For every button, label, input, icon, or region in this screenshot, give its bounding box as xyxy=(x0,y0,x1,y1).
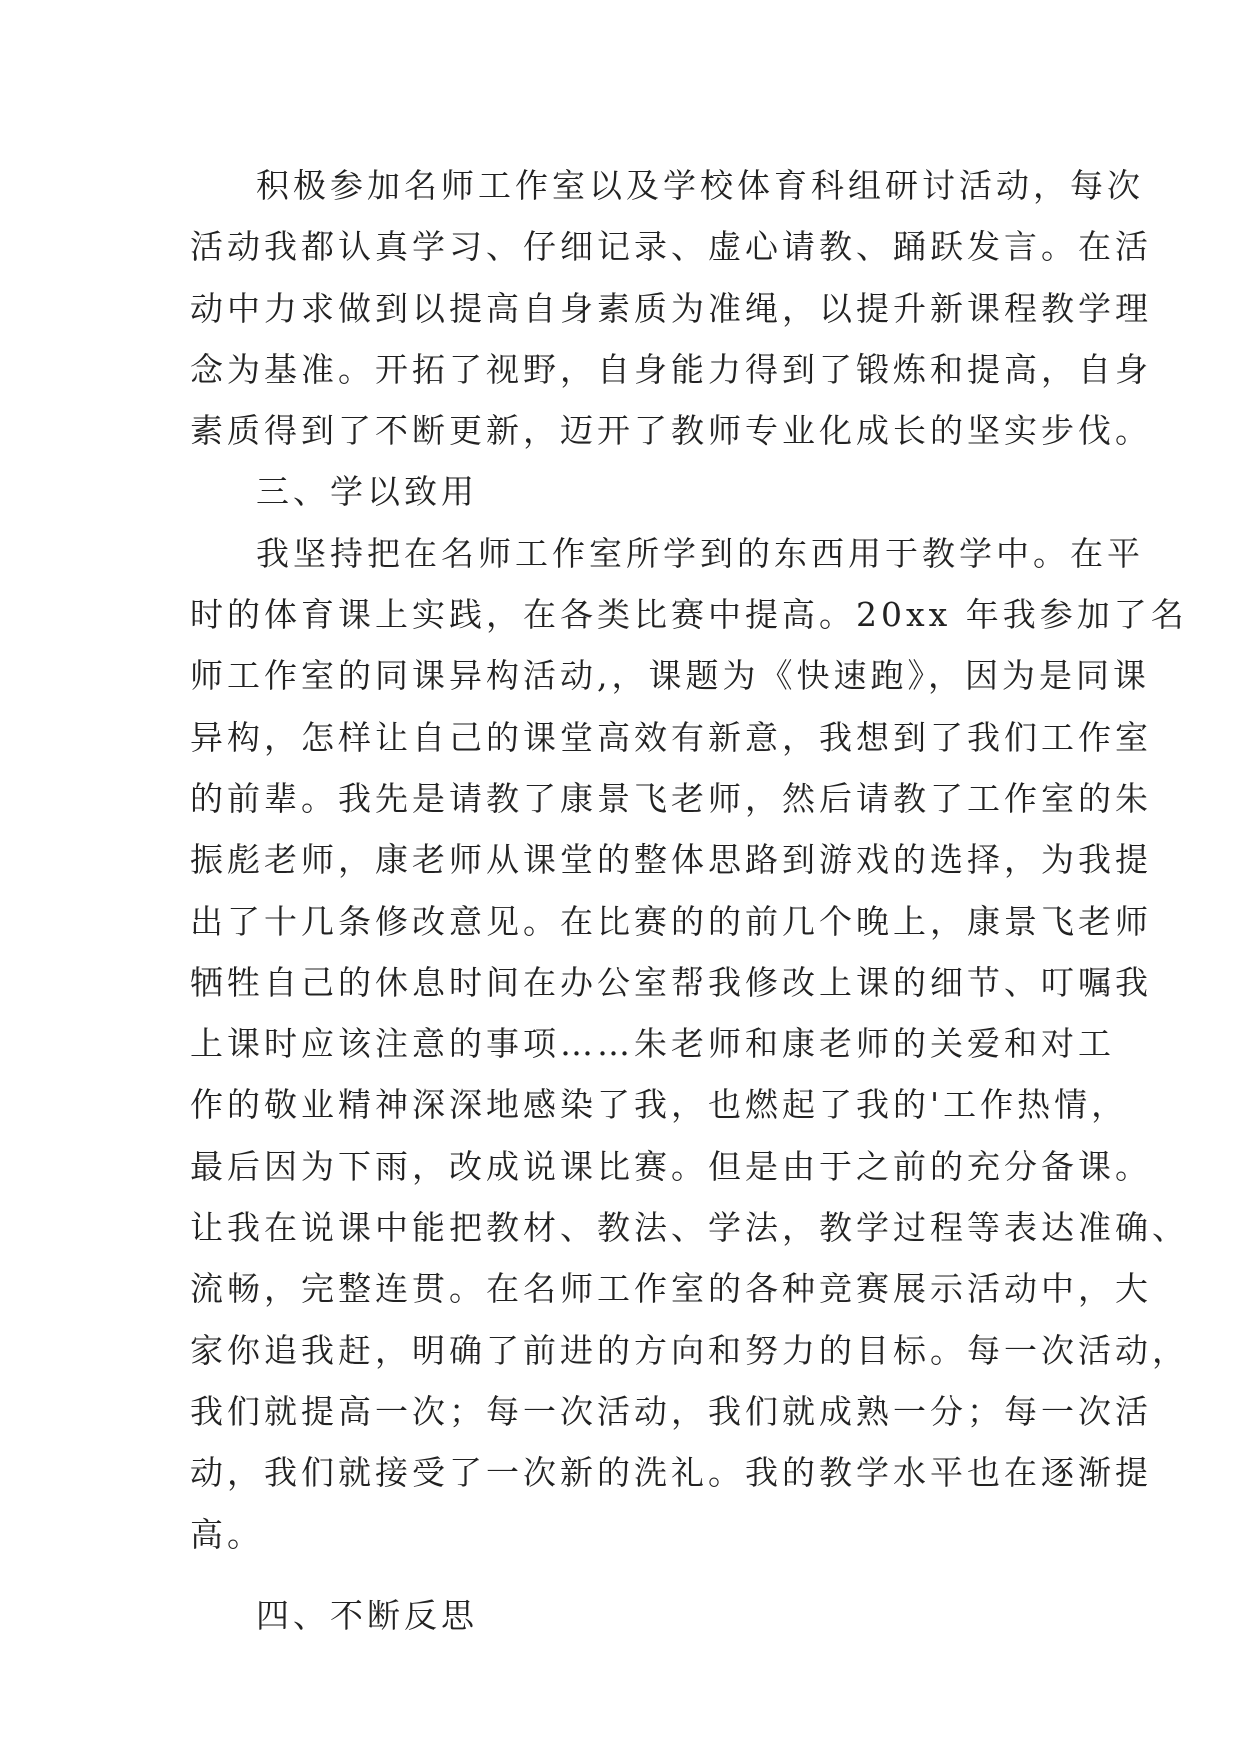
paragraph-line: 念为基准。开拓了视野，自身能力得到了锻炼和提高，自身 xyxy=(190,349,1152,389)
paragraph-line: 出了十几条修改意见。在比赛的的前几个晚上，康景飞老师 xyxy=(190,901,1152,941)
paragraph-line: 流畅，完整连贯。在名师工作室的各种竞赛展示活动中，大 xyxy=(190,1269,1152,1309)
paragraph-line: 异构，怎样让自己的课堂高效有新意，我想到了我们工作室 xyxy=(190,717,1152,757)
paragraph-line: 振彪老师，康老师从课堂的整体思路到游戏的选择，为我提 xyxy=(190,840,1152,880)
paragraph-line: 我们就提高一次；每一次活动，我们就成熟一分；每一次活 xyxy=(190,1391,1152,1431)
paragraph-line: 动中力求做到以提高自身素质为准绳，以提升新课程教学理 xyxy=(190,288,1152,328)
paragraph-line: 高。 xyxy=(190,1514,264,1554)
paragraph-line: 活动我都认真学习、仔细记录、虚心请教、踊跃发言。在活 xyxy=(190,227,1152,267)
paragraph-line: 师工作室的同课异构活动,，课题为《快速跑》，因为是同课 xyxy=(190,656,1150,696)
paragraph-line: 上课时应该注意的事项……朱老师和康老师的关爱和对工 xyxy=(190,1024,1115,1064)
document-body xyxy=(190,155,1189,1646)
paragraph-line: 积极参加名师工作室以及学校体育科组研讨活动，每次 xyxy=(256,166,1144,205)
section-heading: 四、不断反思 xyxy=(256,1595,478,1635)
paragraph-line: 素质得到了不断更新，迈开了教师专业化成长的坚实步伐。 xyxy=(190,411,1152,451)
paragraph-line: 让我在说课中能把教材、教法、学法，教学过程等表达准确、 xyxy=(190,1208,1189,1248)
paragraph-line: 时的体育课上实践，在各类比赛中提高。20xx 年我参加了名 xyxy=(190,595,1188,635)
paragraph-line: 最后因为下雨，改成说课比赛。但是由于之前的充分备课。 xyxy=(190,1146,1152,1186)
paragraph-line: 动，我们就接受了一次新的洗礼。我的教学水平也在逐渐提 xyxy=(190,1453,1152,1493)
section-heading: 三、学以致用 xyxy=(256,472,478,512)
paragraph-line: 我坚持把在名师工作室所学到的东西用于教学中。在平 xyxy=(256,533,1144,573)
paragraph-line: 牺牲自己的休息时间在办公室帮我修改上课的细节、叮嘱我 xyxy=(190,962,1152,1002)
paragraph-line: 的前辈。我先是请教了康景飞老师，然后请教了工作室的朱 xyxy=(190,778,1152,818)
paragraph-line: 家你追我赶，明确了前进的方向和努力的目标。每一次活动， xyxy=(190,1330,1189,1370)
paragraph-line: 作的敬业精神深深地感染了我，也燃起了我的'工作热情， xyxy=(190,1085,1129,1125)
